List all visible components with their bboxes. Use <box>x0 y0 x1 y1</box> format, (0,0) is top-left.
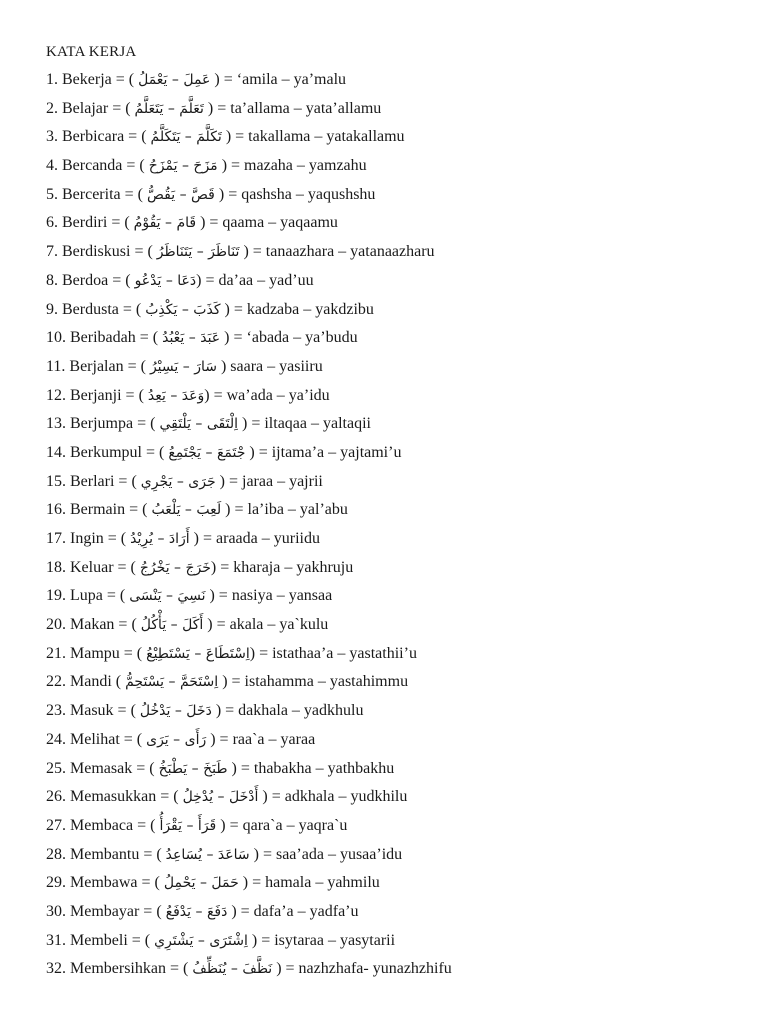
verb-indonesian: 2. Belajar = ( <box>46 99 135 117</box>
verb-indonesian: 23. Masuk = ( <box>46 702 140 720</box>
verb-entry <box>46 783 746 812</box>
verb-indonesian: 9. Berdusta = ( <box>46 300 146 318</box>
document-heading: KATA KERJA <box>46 44 137 60</box>
verb-transliteration: ) saara – yasiiru <box>216 357 323 375</box>
verb-entry <box>46 668 746 697</box>
verb-arabic: قَصَّ – يَقُصُّ <box>146 186 215 203</box>
verb-entry <box>46 812 746 841</box>
verb-arabic: اِسْتَطَاعَ – يَسْتَطِيْعُ <box>146 645 250 662</box>
verb-indonesian: 24. Melihat = ( <box>46 730 147 748</box>
verb-entry <box>46 123 746 152</box>
verb-indonesian: 18. Keluar = ( <box>46 558 140 576</box>
verb-entry <box>46 209 746 238</box>
verb-arabic: اِشْتَرَى – يَشْتَرِي <box>154 932 248 949</box>
verb-indonesian: 1. Bekerja = ( <box>46 71 139 88</box>
verb-transliteration: ) = akala – ya`kulu <box>203 616 329 634</box>
verb-indonesian: 3. Berbicara = ( <box>46 128 151 146</box>
verb-indonesian: 10. Beribadah = ( <box>46 329 163 347</box>
verb-transliteration: ) = ‘amila – ya’malu <box>210 71 347 88</box>
verb-indonesian: 27. Membaca = ( <box>46 816 160 834</box>
verb-arabic: جْتَمَعَ – يَجْتَمِعُ <box>168 444 246 461</box>
verb-arabic: طَبَخَ – يَطْبَخُ <box>158 760 228 777</box>
verb-indonesian: 7. Berdiskusi = ( <box>46 243 157 261</box>
verb-entry <box>46 697 746 726</box>
verb-transliteration: ) = thabakha – yathbakhu <box>227 759 395 777</box>
verb-transliteration: ) = kharaja – yakhruju <box>210 558 354 576</box>
verb-arabic: سَارَ – يَسِيْرُ <box>149 358 217 375</box>
verb-arabic: أَدْخَلَ – يُدْخِلُ <box>182 789 259 806</box>
verb-entry <box>46 898 746 927</box>
verb-transliteration: ) = isytaraa – yasytarii <box>247 931 396 949</box>
verb-transliteration: ) = dakhala – yadkhulu <box>211 702 364 720</box>
verb-transliteration: ) = istathaa’a – yastathii’u <box>249 644 417 662</box>
verb-indonesian: 16. Bermain = ( <box>46 501 152 519</box>
verb-indonesian: 4. Bercanda = ( <box>46 157 149 175</box>
verb-transliteration: ) = saa’ada – yusaa’idu <box>249 845 403 863</box>
verb-arabic: قَرَأَ – يَقْرَأُ <box>159 817 217 834</box>
verb-transliteration: ) = hamala – yahmilu <box>238 874 380 892</box>
verb-indonesian: 8. Berdoa = ( <box>46 271 135 289</box>
verb-arabic: تَكَلَّمَ – يَتَكَلَّمُ <box>150 129 222 146</box>
verb-entry <box>46 726 746 755</box>
verb-entry <box>46 439 746 468</box>
verb-entry <box>46 181 746 210</box>
verb-arabic: دَخَلَ – يَدْخُلُ <box>139 703 212 720</box>
verb-entry <box>46 66 746 95</box>
verb-entry <box>46 353 746 382</box>
verb-arabic: وَعَدَ – يَعِدُ <box>147 387 205 404</box>
verb-indonesian: 17. Ingin = ( <box>46 530 131 547</box>
verb-indonesian: 5. Bercerita = ( <box>46 185 147 203</box>
verb-transliteration: ) = ‘abada – ya’budu <box>220 329 358 347</box>
verb-arabic: رَأَى – يَرَى <box>146 731 207 748</box>
verb-transliteration: ) = takallama – yatakallamu <box>221 128 405 146</box>
verb-arabic: أَكَلَ – يَأْكُلُ <box>140 617 204 634</box>
verb-indonesian: 32. Membersihkan = ( <box>46 960 193 978</box>
verb-transliteration: ) = ijtama’a – yajtami’u <box>245 443 402 461</box>
verb-arabic: كَذَبَ – يَكْذِبُ <box>145 301 221 318</box>
verb-entry <box>46 267 746 296</box>
verb-transliteration: ) = da’aa – yad’uu <box>196 271 314 289</box>
verb-transliteration: ) = nasiya – yansaa <box>205 587 333 605</box>
verb-transliteration: ) = tanaazhara – yatanaazharu <box>239 243 435 261</box>
verb-indonesian: 29. Membawa = ( <box>46 874 164 892</box>
verb-transliteration: ) = ta’allama – yata’allamu <box>203 99 382 117</box>
verb-arabic: مَزَحَ – يَمْزَحُ <box>148 158 218 175</box>
verb-indonesian: 26. Memasukkan = ( <box>46 788 183 806</box>
verb-arabic: عَمِلَ – يَعْمَلُ <box>138 72 211 88</box>
verb-entry <box>46 955 746 984</box>
verb-entry <box>46 468 746 497</box>
verb-indonesian: 30. Membayar = ( <box>46 902 166 920</box>
verb-entry <box>46 95 746 124</box>
verb-indonesian: 31. Membeli = ( <box>46 931 155 949</box>
verb-arabic: خَرَجَ – يَخْرُجُ <box>139 559 211 576</box>
verb-entry <box>46 152 746 181</box>
verb-indonesian: 15. Berlari = ( <box>46 472 141 490</box>
verb-transliteration: ) = araada – yuriidu <box>189 530 320 547</box>
verb-transliteration: ) = mazaha – yamzahu <box>217 157 367 175</box>
verb-arabic: اِسْتَحَمَّ – يَسْتَحِمُّ <box>125 674 219 691</box>
verb-entry <box>46 869 746 898</box>
verb-arabic: اِلْتَقَى – يَلْتَقِي <box>159 416 238 433</box>
verb-entry <box>46 582 746 611</box>
verb-list <box>46 66 746 984</box>
verb-transliteration: ) = iltaqaa – yaltaqii <box>238 415 371 433</box>
verb-transliteration: ) = qaama – yaqaamu <box>196 214 338 232</box>
verb-indonesian: 22. Mandi ( <box>46 673 126 691</box>
verb-transliteration: ) = kadzaba – yakdzibu <box>220 300 374 318</box>
verb-arabic: تَعَلَّمَ – يَتَعَلَّمُ <box>134 100 204 117</box>
verb-arabic: سَاعَدَ – يُسَاعِدُ <box>165 846 250 863</box>
verb-arabic: جَرَى – يَجْرِي <box>140 473 216 490</box>
verb-transliteration: ) = qara`a – yaqra`u <box>216 816 348 834</box>
verb-entry <box>46 640 746 669</box>
verb-transliteration: ) = qashsha – yaqushshu <box>214 185 376 203</box>
verb-entry <box>46 841 746 870</box>
verb-arabic: نَظَّفَ – يُنَظِّفُ <box>192 961 273 978</box>
verb-indonesian: 20. Makan = ( <box>46 616 141 634</box>
verb-transliteration: ) = jaraa – yajrii <box>215 472 323 490</box>
verb-entry <box>46 525 746 554</box>
verb-arabic: لَعِبَ – يَلْعَبُ <box>151 502 222 519</box>
verb-arabic: تَنَاظَرَ – يَتَنَاظَرُ <box>156 244 240 261</box>
verb-transliteration: ) = raa`a – yaraa <box>206 730 316 748</box>
verb-arabic: دَفَعَ – يَدْفَعُ <box>165 903 228 920</box>
verb-arabic: نَسِيَ – يَنْسَى <box>129 588 206 605</box>
verb-transliteration: ) = istahamma – yastahimmu <box>218 673 409 691</box>
verb-entry <box>46 554 746 583</box>
verb-indonesian: 6. Berdiri = ( <box>46 214 134 232</box>
verb-entry <box>46 755 746 784</box>
document-page <box>46 41 746 984</box>
verb-entry <box>46 410 746 439</box>
verb-transliteration: ) = la’iba – yal’abu <box>221 501 348 519</box>
verb-entry <box>46 296 746 325</box>
verb-entry <box>46 496 746 525</box>
verb-entry <box>46 611 746 640</box>
verb-transliteration: ) = dafa’a – yadfa’u <box>227 902 359 920</box>
verb-indonesian: 25. Memasak = ( <box>46 759 159 777</box>
verb-indonesian: 14. Berkumpul = ( <box>46 443 169 461</box>
verb-entry <box>46 238 746 267</box>
verb-arabic: دَعَا – يَدْعُو <box>134 272 197 289</box>
verb-indonesian: 21. Mampu = ( <box>46 644 147 662</box>
verb-indonesian: 11. Berjalan = ( <box>46 357 150 375</box>
verb-transliteration: ) = adkhala – yudkhilu <box>258 788 408 806</box>
verb-arabic: عَبَدَ – يَعْبُدُ <box>162 330 221 347</box>
verb-entry <box>46 927 746 956</box>
verb-arabic: أَرَادَ – يُرِيْدُ <box>130 531 190 547</box>
verb-indonesian: 28. Membantu = ( <box>46 845 166 863</box>
verb-entry <box>46 324 746 353</box>
verb-transliteration: ) = nazhzhafa- yunazhzhifu <box>272 960 452 978</box>
verb-transliteration: ) = wa’ada – ya’idu <box>204 386 330 404</box>
verb-arabic: قَامَ – يَقُوْمُ <box>133 215 197 232</box>
verb-arabic: حَمَلَ – يَحْمِلُ <box>163 875 239 892</box>
verb-indonesian: 12. Berjanji = ( <box>46 386 148 404</box>
verb-indonesian: 19. Lupa = ( <box>46 587 130 605</box>
verb-indonesian: 13. Berjumpa = ( <box>46 415 160 433</box>
verb-entry <box>46 382 746 411</box>
